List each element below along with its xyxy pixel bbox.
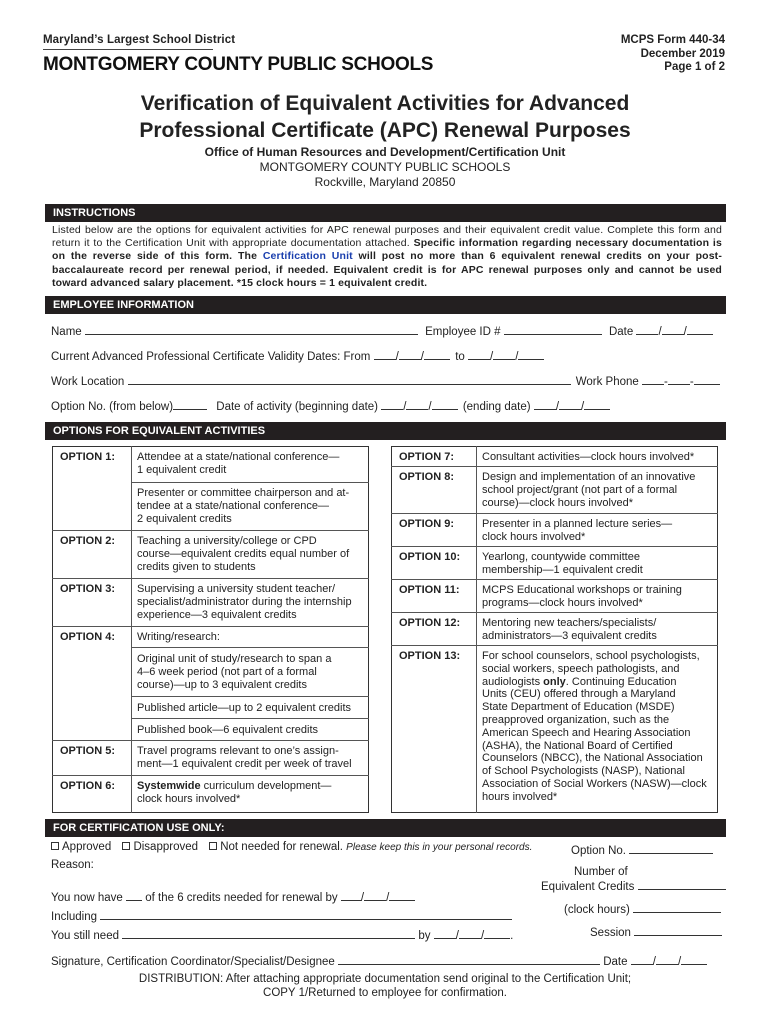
status-row xyxy=(51,841,532,853)
cert-option-no-label: Option No. xyxy=(571,845,626,857)
session-label: Session xyxy=(590,927,631,939)
left-rule xyxy=(52,530,369,531)
option-label: OPTION 3: xyxy=(60,583,116,595)
signature-row: Signature, Certification Coordinator/Specialist/Designee Date / / xyxy=(51,954,707,968)
right-rule xyxy=(391,612,718,613)
form-id-block xyxy=(621,34,725,75)
sig-year-field[interactable] xyxy=(681,954,707,965)
option-13-text-a: For school counselors, school psychologists, social workers, speech pathologists, and audiologists xyxy=(482,650,700,688)
equiv-credits-row xyxy=(541,879,726,893)
option-10-label: OPTION 10: xyxy=(399,551,461,563)
validity-label: Current Advanced Professional Certificate Validity Dates: From xyxy=(51,351,371,363)
date-month-field[interactable] xyxy=(636,324,658,335)
distribution-note xyxy=(0,972,770,1000)
employee-heading: EMPLOYEE INFORMATION xyxy=(45,296,726,314)
option-13-text-b: . Continuing Education Units (CEU) offered through a Maryland State Department of Education (MSDE) preapproved organization, such as the American Speech and Hearing Association (ASHA), the National Board of Certified Counselors (NBCC), the National Association of School Psychologists (NASP), National Association of Social Workers (NASW)—clock hours involved* xyxy=(482,675,707,803)
option-10-text: Yearlong, countywide committee membership—1 equivalent credit xyxy=(482,551,643,576)
option-6-item-1 xyxy=(131,777,369,806)
end-day-field[interactable] xyxy=(559,399,581,410)
employee-row-2: Current Advanced Professional Certificate Validity Dates: From / / to / / xyxy=(51,349,544,363)
to-day-field[interactable] xyxy=(493,349,515,360)
instructions-heading: INSTRUCTIONS xyxy=(45,204,726,222)
by-month-field[interactable] xyxy=(434,928,456,939)
option-4-item-1: Writing/research: xyxy=(137,631,220,643)
signature-field[interactable] xyxy=(338,954,600,965)
option-13-text xyxy=(476,647,718,804)
right-rule xyxy=(391,546,718,547)
left-rule xyxy=(52,740,369,741)
right-rule xyxy=(391,466,718,467)
instructions-text-1: Listed below are the options for equivalent activities for APC renewal purposes and their equivalent credit value. Complete this form and return it to the Certification Unit with appropriate documentation attached. xyxy=(52,224,722,250)
signature-date-label: Date xyxy=(603,956,628,968)
form-date: December 2019 xyxy=(640,47,725,60)
page-number: Page 1 of 2 xyxy=(664,61,725,73)
approved-label: Approved xyxy=(62,841,112,853)
keep-records-note: Please keep this in your personal records. xyxy=(346,842,533,853)
option-no-label: Option No. (from below) xyxy=(51,401,174,413)
session-field[interactable] xyxy=(634,925,722,936)
option-13-bold: only xyxy=(543,675,566,688)
instructions-bold-1: Specific information regarding necessary documentation is on the reverse side of this form. The xyxy=(52,237,722,263)
of-credits-label: of the 6 credits needed for renewal by xyxy=(145,892,338,904)
option-label: OPTION 5: xyxy=(60,745,116,757)
including-label: Including xyxy=(51,911,98,923)
right-rule xyxy=(391,513,718,514)
still-need-label: You still need xyxy=(51,930,119,942)
equiv-credits-field[interactable] xyxy=(638,879,726,890)
employee-id-field[interactable] xyxy=(504,324,602,335)
date-label: Date xyxy=(608,326,634,338)
option-9-text: Presenter in a planned lecture series— clock hours involved* xyxy=(482,518,673,543)
to-month-field[interactable] xyxy=(468,349,490,360)
right-rule xyxy=(391,645,718,646)
title-line-2: Professional Certificate (APC) Renewal Purposes xyxy=(139,119,631,142)
employee-row-4: Option No. (from below) Date of activity (beginning date) / / (ending date) / / xyxy=(51,399,610,413)
option-2-item-1: Teaching a university/college or CPD course—equivalent credits equal number of credits given to students xyxy=(137,535,350,573)
approved-checkbox[interactable] xyxy=(51,842,59,850)
sig-month-field[interactable] xyxy=(631,954,653,965)
signature-label: Signature, Certification Coordinator/Specialist/Designee xyxy=(51,956,335,968)
date-day-field[interactable] xyxy=(662,324,684,335)
district-tagline: Maryland’s Largest School District xyxy=(43,34,236,46)
instructions-bold-2: will post no more than 6 equivalent renewal credits on your post-baccalaureate record per renewal period, if needed. Equivalent credit is for APC renewal purposes only and cannot be used toward advanced salary placement. *15 clock hours = 1 equivalent credit. xyxy=(52,250,722,289)
district-name: MONTGOMERY COUNTY PUBLIC SCHOOLS xyxy=(43,54,434,75)
office-org: MONTGOMERY COUNTY PUBLIC SCHOOLS xyxy=(259,160,511,174)
phone-area-field[interactable] xyxy=(642,374,664,385)
left-rule xyxy=(52,775,369,776)
from-day-field[interactable] xyxy=(399,349,421,360)
renew-month-field[interactable] xyxy=(341,890,361,901)
including-row xyxy=(51,909,512,923)
employee-id-label: Employee ID # xyxy=(425,326,501,338)
clock-hours-row xyxy=(564,902,721,916)
phone-line-field[interactable] xyxy=(694,374,720,385)
title-line-1: Verification of Equivalent Activities for Advanced xyxy=(140,92,630,115)
right-rule xyxy=(391,579,718,580)
you-now-have-label: You now have xyxy=(51,892,123,904)
option-11-label: OPTION 11: xyxy=(399,584,460,596)
credits-row: You now have of the 6 credits needed for renewal by / / xyxy=(51,890,415,904)
option-9-label: OPTION 9: xyxy=(399,518,455,530)
option-1-item-1: Attendee at a state/national conference— 1 equivalent credit xyxy=(137,451,340,476)
employee-row-1: Name Employee ID # Date / / xyxy=(51,324,713,338)
clock-hours-label: (clock hours) xyxy=(564,904,630,916)
instructions-text xyxy=(52,224,722,290)
option-8-text: Design and implementation of an innovative school project/grant (not part of a formal course)—clock hours involved* xyxy=(482,471,696,509)
option-3-item-1: Supervising a university student teacher/ specialist/administrator during the internship experience—3 equivalent credits xyxy=(137,583,352,621)
left-rule xyxy=(131,482,369,483)
still-need-row: You still need by / / . xyxy=(51,930,514,942)
credits-have-field[interactable] xyxy=(126,890,142,901)
name-label: Name xyxy=(51,326,82,338)
tagline-rule xyxy=(43,49,213,50)
ending-date-label: (ending date) xyxy=(462,401,531,413)
office-block xyxy=(0,145,770,190)
work-phone-label: Work Phone xyxy=(575,376,639,388)
including-field[interactable] xyxy=(100,909,512,920)
to-label: to xyxy=(455,351,465,363)
left-rule xyxy=(131,718,369,719)
option-no-field[interactable] xyxy=(173,399,207,410)
form-title xyxy=(0,90,770,144)
option-2 xyxy=(52,532,132,548)
equiv-credits-label: Equivalent Credits xyxy=(541,881,635,893)
from-year-field[interactable] xyxy=(424,349,450,360)
end-year-field[interactable] xyxy=(584,399,610,410)
from-month-field[interactable] xyxy=(374,349,396,360)
employee-row-3: Work Location Work Phone - - xyxy=(51,374,720,388)
activity-date-label: Date of activity (beginning date) xyxy=(216,401,379,413)
option-label: OPTION 2: xyxy=(60,535,116,547)
work-location-label: Work Location xyxy=(51,376,125,388)
option-7-label: OPTION 7: xyxy=(399,451,455,463)
option-6 xyxy=(52,777,132,793)
option-4-item-3: Published article—up to 2 equivalent credits xyxy=(137,702,352,714)
by-label: by xyxy=(418,930,431,942)
option-1 xyxy=(52,448,132,464)
disapproved-checkbox[interactable] xyxy=(122,842,130,850)
still-need-field[interactable] xyxy=(122,928,415,939)
option-4 xyxy=(52,628,132,644)
option-no-cert-row xyxy=(571,843,713,857)
option-7-text: Consultant activities—clock hours involved* xyxy=(482,451,695,463)
office-city: Rockville, Maryland 20850 xyxy=(314,175,456,189)
form-number: MCPS Form 440-34 xyxy=(620,34,725,46)
certification-heading: FOR CERTIFICATION USE ONLY: xyxy=(45,819,726,837)
option-5 xyxy=(52,742,132,758)
option-5-item-1: Travel programs relevant to one’s assign- ment—1 equivalent credit per week of travel xyxy=(137,745,352,770)
begin-day-field[interactable] xyxy=(406,399,428,410)
renew-year-field[interactable] xyxy=(389,890,415,901)
number-of-label: Number of xyxy=(574,866,628,878)
work-location-field[interactable] xyxy=(128,374,571,385)
option-11-text: MCPS Educational workshops or training programs—clock hours involved* xyxy=(482,584,682,609)
left-rule xyxy=(131,647,369,648)
reason-label: Reason: xyxy=(51,859,94,871)
not-needed-label: Not needed for renewal. xyxy=(220,841,343,853)
begin-month-field[interactable] xyxy=(381,399,403,410)
option-label: OPTION 4: xyxy=(60,631,116,643)
left-rule xyxy=(52,578,369,579)
name-field[interactable] xyxy=(85,324,418,335)
option-6-bold: Systemwide xyxy=(137,780,201,792)
option-12-text: Mentoring new teachers/specialists/ administrators—3 equivalent credits xyxy=(482,617,657,642)
begin-year-field[interactable] xyxy=(432,399,458,410)
option-1-item-2: Presenter or committee chairperson and at- tendee at a state/national conference— 2 equivalent credits xyxy=(137,487,350,525)
option-4-item-4: Published book—6 equivalent credits xyxy=(137,724,319,736)
option-3 xyxy=(52,580,132,596)
certification-unit-link[interactable]: Certification Unit xyxy=(262,250,353,263)
by-year-field[interactable] xyxy=(484,928,510,939)
disapproved-label: Disapproved xyxy=(133,841,199,853)
option-8-label: OPTION 8: xyxy=(399,471,455,483)
option-12-label: OPTION 12: xyxy=(399,617,461,629)
left-rule xyxy=(131,696,369,697)
option-label: OPTION 1: xyxy=(60,451,116,463)
by-day-field[interactable] xyxy=(459,928,481,939)
left-rule xyxy=(52,626,369,627)
cert-option-no-field[interactable] xyxy=(629,843,713,854)
option-6-text: curriculum development— clock hours involved* xyxy=(137,780,332,805)
distribution-line-2: COPY 1/Returned to employee for confirmation. xyxy=(263,987,507,999)
option-13-label: OPTION 13: xyxy=(399,650,461,662)
end-month-field[interactable] xyxy=(534,399,556,410)
not-needed-checkbox[interactable] xyxy=(209,842,217,850)
session-row xyxy=(590,925,722,939)
sig-day-field[interactable] xyxy=(656,954,678,965)
clock-hours-field[interactable] xyxy=(633,902,721,913)
office-unit: Office of Human Resources and Development/Certification Unit xyxy=(204,145,566,159)
option-4-item-2: Original unit of study/research to span a 4–6 week period (not part of a formal course)—up to 3 equivalent credits xyxy=(137,653,332,691)
to-year-field[interactable] xyxy=(518,349,544,360)
phone-prefix-field[interactable] xyxy=(668,374,690,385)
date-year-field[interactable] xyxy=(687,324,713,335)
options-heading: OPTIONS FOR EQUIVALENT ACTIVITIES xyxy=(45,422,726,440)
option-label: OPTION 6: xyxy=(60,780,116,792)
renew-day-field[interactable] xyxy=(364,890,386,901)
distribution-line-1: DISTRIBUTION: After attaching appropriate documentation send original to the Certification Unit; xyxy=(138,973,632,985)
